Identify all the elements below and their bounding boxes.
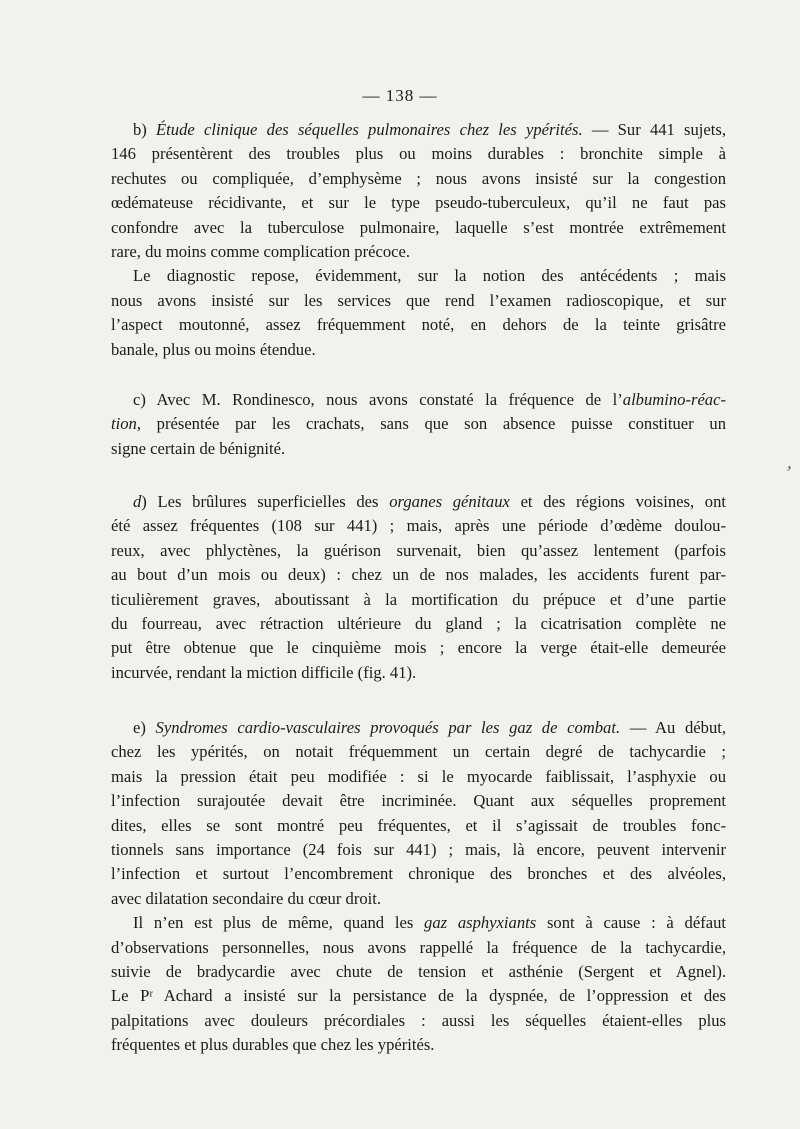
italic-span: albumino-réac- [622, 390, 726, 409]
text-line [111, 563, 726, 587]
text-line [111, 936, 726, 960]
text-span: nous avons insisté sur les services que rend l’examen radioscopique, et sur [111, 290, 726, 310]
text-span: 146 présentèrent des troubles plus ou moins durables : bronchite simple à [111, 144, 726, 164]
text-span: l’aspect moutonné, assez fréquemment noté, en dehors de la teinte grisâtre [111, 315, 726, 335]
text-line [111, 636, 726, 660]
text-span: — Au début, [620, 718, 726, 737]
text-line [111, 789, 726, 813]
italic-span: organes génitaux [389, 492, 510, 511]
text-line [111, 191, 726, 215]
text-span: b) [133, 120, 157, 139]
text-span: Le Pʳ Achard a insisté sur la persistance de la dyspnée, de l’oppression et des [111, 986, 726, 1006]
text-line [111, 612, 726, 636]
text-line [111, 388, 726, 412]
text-span: , présentée par les crachats, sans que son absence puisse constituer un [136, 414, 726, 434]
text-line [111, 862, 726, 886]
text-span: œdémateuse récidivante, et sur le type pseudo-tuberculeux, qu’il ne faut pas [111, 193, 726, 213]
page-number: — 138 — [362, 86, 438, 105]
text-span: tionnels sans importance (24 fois sur 441) ; mais, là encore, peuvent intervenir [111, 840, 726, 860]
text-span: reux, avec phlyctènes, la guérison survenait, bien qu’assez lentement (parfois [111, 540, 726, 560]
text-span: c) Avec M. Rondinesco, nous avons constaté la fréquence de l’ [133, 390, 623, 409]
text-line [111, 539, 726, 563]
text-span: rare, du moins comme complication précoce. [111, 242, 411, 262]
text-span: e) [133, 718, 156, 737]
text-line [111, 437, 726, 461]
text-line [111, 490, 726, 514]
text-line [111, 142, 726, 166]
text-span: mais la pression était peu modifiée : si le myocarde faiblissait, l’asphyxie ou [111, 766, 726, 786]
text-line [111, 412, 726, 436]
italic-span: Syndromes cardio-vasculaires provoqués par les gaz de combat. [155, 718, 621, 737]
text-line [111, 216, 726, 240]
text-span: chez les ypérités, on notait fréquemment un certain degré de tachycardie ; [111, 742, 726, 762]
text-span: put être obtenue que le cinquième mois ; encore la verge était-elle demeurée [111, 638, 726, 658]
text-line [111, 264, 726, 288]
text-line [111, 1009, 726, 1033]
text-span: ticulièrement graves, aboutissant à la mortification du prépuce et d’une partie [111, 589, 726, 609]
text-line [111, 814, 726, 838]
italic-span: d [133, 492, 142, 511]
text-span: ) Les brûlures superficielles des [141, 492, 390, 511]
section-d [111, 490, 726, 685]
italic-span: gaz asphyxiants [424, 913, 537, 933]
text-line [111, 289, 726, 313]
text-line [111, 716, 726, 740]
text-span: avec dilatation secondaire du cœur droit. [111, 888, 382, 908]
text-span: banale, plus ou moins étendue. [111, 339, 316, 359]
text-line [111, 588, 726, 612]
text-span: palpitations avec douleurs précordiales : aussi les séquelles étaient-elles plus [111, 1010, 726, 1030]
text-line [111, 1033, 726, 1057]
text-line [111, 514, 726, 538]
italic-span: Étude clinique des séquelles pulmonaires chez les ypérités. [156, 120, 583, 139]
text-span: du fourreau, avec rétraction ultérieure du gland ; la cicatrisation complète ne [111, 614, 726, 634]
text-span: incurvée, rendant la miction difficile (fig. 41). [111, 662, 417, 682]
text-span: l’infection surajoutée devait être incriminée. Quant aux séquelles proprement [111, 791, 726, 811]
margin-mark: ʼ [780, 461, 795, 485]
text-span: fréquentes et plus durables que chez les ypérités. [111, 1035, 435, 1055]
text-line [111, 765, 726, 789]
text-line [111, 740, 726, 764]
text-span: — Sur 441 sujets, [582, 120, 726, 139]
text-span: l’infection et surtout l’encombrement chronique des bronches et des alvéoles, [111, 864, 726, 884]
text-line [111, 960, 726, 984]
text-span: au bout d’un mois ou deux) : chez un de nos malades, les accidents furent par- [111, 565, 726, 585]
text-line [111, 887, 726, 911]
text-span: Le diagnostic repose, évidemment, sur la notion des antécédents ; mais [133, 266, 726, 286]
text-line [111, 984, 726, 1008]
text-span: d’observations personnelles, nous avons rappellé la fréquence de la tachycardie, [111, 937, 726, 957]
text-line [111, 313, 726, 337]
section-b [111, 118, 726, 362]
section-e [111, 716, 726, 1058]
text-line [111, 911, 726, 935]
text-line [111, 167, 726, 191]
text-span: été assez fréquentes (108 sur 441) ; mais, après une période d’œdème doulou- [111, 516, 726, 536]
text-span: et des régions voisines, ont [509, 492, 727, 511]
text-span: Il n’en est plus de même, quand les [133, 913, 425, 933]
text-line [111, 118, 726, 142]
text-span: rechutes ou compliquée, d’emphysème ; nous avons insisté sur la congestion [111, 168, 726, 188]
text-span: dites, elles se sont montré peu fréquentes, et il s’agissait de troubles fonc- [111, 815, 726, 835]
text-line [111, 240, 726, 264]
text-span: confondre avec la tuberculose pulmonaire, laquelle s’est montrée extrêmement [111, 217, 726, 237]
text-span: suivie de bradycardie avec chute de tension et asthénie (Sergent et Agnel). [111, 962, 726, 982]
text-line [111, 338, 726, 362]
text-line [111, 838, 726, 862]
text-span: signe certain de bénignité. [111, 438, 286, 458]
section-c [111, 388, 726, 461]
text-span: sont à cause : à défaut [536, 913, 726, 933]
text-line [111, 661, 726, 685]
italic-span: tion [111, 414, 137, 434]
